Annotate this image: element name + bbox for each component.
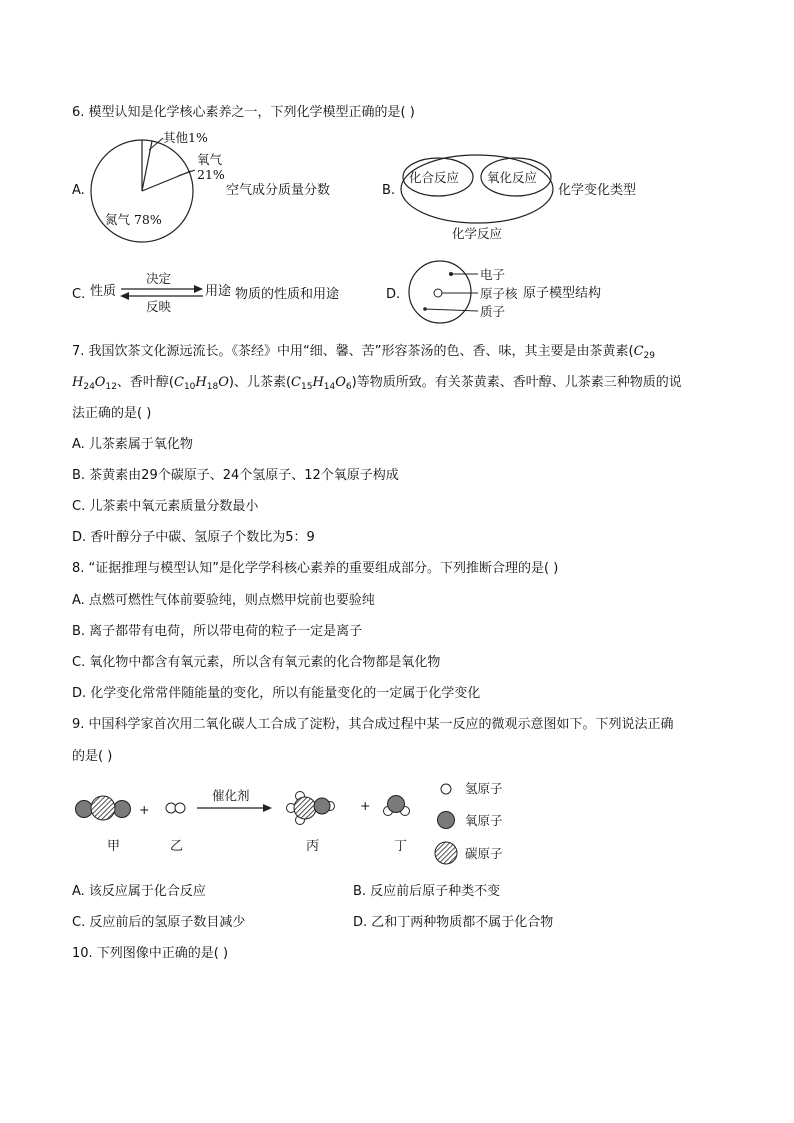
formula-o-3-count: 6 xyxy=(345,382,352,392)
q6-option-b-caption: 化学变化类型 xyxy=(558,183,637,198)
catalyst-arrow xyxy=(197,804,272,812)
q6-option-b-letter: B. xyxy=(382,183,396,198)
catalyst-label: 催化剂 xyxy=(212,788,250,803)
molecule-jia xyxy=(76,796,131,820)
formula-h-1-count: 24 xyxy=(83,382,95,392)
label-reflects: 反映 xyxy=(146,299,172,314)
formula-c-1-count: 29 xyxy=(643,351,655,361)
pie-label-other: 其他1% xyxy=(163,130,208,145)
formula-c-2-count: 10 xyxy=(183,382,196,392)
q7-stem-tail: )等物质所致。有关茶黄素、香叶醇、儿茶素三种物质的说 xyxy=(351,375,682,390)
q8-option-a: A. 点燃可燃性气体前要验纯，则点燃甲烷前也要验纯 xyxy=(72,593,375,608)
atom-label-proton: 质子 xyxy=(480,304,506,319)
formula-c-1: C xyxy=(633,344,644,359)
q7-sep-1: 、香叶醇( xyxy=(116,375,174,390)
formula-c-2: C xyxy=(174,375,184,390)
q7-option-d: D. 香叶醇分子中碳、氢原子个数比为5：9 xyxy=(72,530,315,545)
molecule-yi xyxy=(166,803,185,813)
molecule-ding xyxy=(384,796,410,816)
plus-sign-2: + xyxy=(360,798,371,813)
q8-option-c: C. 氧化物中都含有氧元素，所以含有氧元素的化合物都是氧化物 xyxy=(72,655,441,670)
label-determines: 决定 xyxy=(146,271,172,286)
q6-option-a-letter: A. xyxy=(72,183,85,198)
label-ding: 丁 xyxy=(394,839,408,854)
legend-hydrogen: 氢原子 xyxy=(465,781,503,796)
ellipse-label-oxidation: 氧化反应 xyxy=(487,170,538,185)
label-jia: 甲 xyxy=(107,839,121,854)
property-use-arrows xyxy=(120,285,203,300)
atom-model xyxy=(409,261,478,323)
label-yi: 乙 xyxy=(170,839,184,854)
formula-o-1: O xyxy=(94,375,106,390)
reaction-type-diagram xyxy=(401,155,553,223)
q9-stem-line1: 9. 中国科学家首次用二氧化碳人工合成了淀粉，其合成过程中某一反应的微观示意图如下。下列说法正确 xyxy=(72,717,674,732)
q9-option-a: A. 该反应属于化合反应 xyxy=(72,884,206,899)
formula-h-3: H xyxy=(312,375,324,390)
q8-option-b: B. 离子都带有电荷，所以带电荷的粒子一定是离子 xyxy=(72,624,363,639)
formula-o-1-count: 12 xyxy=(105,382,117,392)
label-property: 性质 xyxy=(90,284,117,299)
q8-option-d: D. 化学变化常常伴随能量的变化，所以有能量变化的一定属于化学变化 xyxy=(72,686,481,701)
pie-label-oxygen-pct: 21% xyxy=(197,167,225,182)
pie-label-oxygen: 氧气 xyxy=(197,152,223,167)
q8-stem: 8. “证据推理与模型认知”是化学学科核心素养的重要组成部分。下列推断合理的是( ) xyxy=(72,561,559,576)
q7-stem-line2 xyxy=(72,374,682,396)
ellipse-label-chemical-reaction: 化学反应 xyxy=(452,226,503,241)
label-use: 用途 xyxy=(205,284,232,299)
q6-option-a-caption: 空气成分质量分数 xyxy=(226,183,331,198)
q9-stem-line2: 的是( ) xyxy=(72,749,113,764)
q9-option-c: C. 反应前后的氢原子数目减少 xyxy=(72,915,246,930)
q6-option-c-letter: C. xyxy=(72,287,86,302)
formula-o-3: O xyxy=(335,375,346,390)
formula-h-2-count: 18 xyxy=(206,382,219,392)
q7-stem-line1 xyxy=(72,343,655,365)
legend-markers xyxy=(435,784,457,864)
q7-option-a: A. 儿茶素属于氧化物 xyxy=(72,437,193,452)
q7-stem-line3: 法正确的是( ) xyxy=(72,406,152,421)
q7-sep-2: )、儿茶素( xyxy=(228,375,292,390)
formula-h-2: H xyxy=(195,375,207,390)
q7-stem-text: 7. 我国饮茶文化源远流长。《茶经》中用“细、馨、苦”形容茶汤的色、香、味，其主要是由茶黄素( xyxy=(72,344,634,359)
q9-option-d: D. 乙和丁两种物质都不属于化合物 xyxy=(353,915,554,930)
q7-option-b: B. 茶黄素由29个碳原子、24个氢原子、12个氧原子构成 xyxy=(72,468,399,483)
formula-c-3-count: 15 xyxy=(300,382,313,392)
formula-h-3-count: 14 xyxy=(323,382,336,392)
q6-option-d-letter: D. xyxy=(386,287,401,302)
molecule-bing xyxy=(287,792,335,825)
legend-carbon: 碳原子 xyxy=(465,846,503,861)
q10-stem: 10. 下列图像中正确的是( ) xyxy=(72,946,229,961)
formula-c-3: C xyxy=(291,375,301,390)
q7-option-c: C. 儿茶素中氧元素质量分数最小 xyxy=(72,499,259,514)
plus-sign-1: + xyxy=(139,802,150,817)
label-bing: 丙 xyxy=(306,839,320,854)
legend-oxygen: 氧原子 xyxy=(465,813,503,828)
ellipse-label-combination: 化合反应 xyxy=(409,170,460,185)
atom-label-nucleus: 原子核 xyxy=(480,286,518,301)
pie-label-nitrogen: 氮气 78% xyxy=(105,212,162,227)
q9-option-b: B. 反应前后原子种类不变 xyxy=(353,884,501,899)
q6-option-c-caption: 物质的性质和用途 xyxy=(235,287,340,302)
formula-o-2: O xyxy=(218,375,229,390)
atom-label-electron: 电子 xyxy=(480,267,506,282)
q6-stem: 6. 模型认知是化学核心素养之一，下列化学模型正确的是( ) xyxy=(72,105,415,120)
q6-option-d-caption: 原子模型结构 xyxy=(523,286,602,301)
formula-h-1: H xyxy=(72,375,84,390)
